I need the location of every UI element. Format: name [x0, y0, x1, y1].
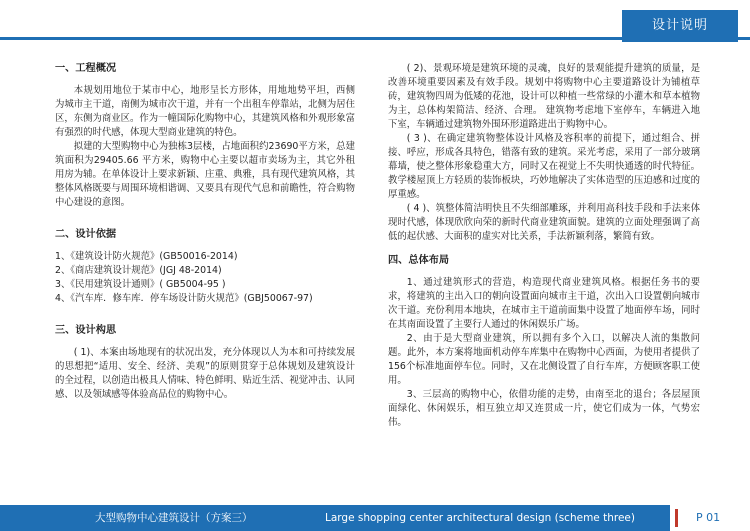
section-title-concept: 三、设计构思: [55, 325, 117, 336]
left-column: [55, 62, 355, 402]
basis-item: 3、《民用建筑设计通则》( GB5004-95 ): [55, 279, 226, 290]
footer-title-cn: 大型购物中心建筑设计（方案三）: [95, 512, 253, 524]
footer-title-en: Large shopping center architectural design (scheme three): [325, 512, 635, 524]
section-title-basis: 二、设计依据: [55, 229, 117, 240]
overview-paragraph-2: 拟建的大型购物中心为独栋3层楼，占地面积约23690平方米，总建筑面积为29405.66 平方米，购物中心主要以超市卖场为主，其它外租用房为辅。在单体设计上要求新颖、庄重、典雅，具有现代建筑风格，其整体风格既要与周围环境相谐调、又要具有现代气息和前瞻性，符合购物中心建设的意图。: [55, 141, 356, 208]
concept-paragraph-3: ( 3 )、在确定建筑物整体设计风格及容积率的前提下，通过组合、拼接、呼应，形成各具特色，错落有致的建筑。采光考虑，采用了一部分玻璃幕墙，使之整体形象稳重大方，同时又在视觉上不失明快通透的时代特征。教学楼屋顶上方轻质的装饰板块，巧妙地解决了实体造型的压迫感和过度的厚重感。: [388, 133, 700, 200]
concept-paragraph-1: ( 1)、本案由场地现有的状况出发，充分体现以人为本和可持续发展的思想把“适用、安全、经济、美观”的原则贯穿于总体规划及建筑设计的全过程，以创造出极具人情味、特色鲜明、贴近生活、视觉冲击、认同感、以及领域感等体验高品位的购物中心。: [55, 347, 356, 400]
concept-paragraph-4: ( 4 )、筑整体简洁明快且不失细部雕琢，并利用高科技手段和手法来体现时代感，体现欣欣向荣的新时代商业建筑面貌。建筑的立面处理强调了高低的起伏感、大面积的虚实对比关系，手法新颖利落，繁简有致。: [388, 203, 700, 242]
section-title-overview: 一、工程概况: [55, 63, 117, 74]
basis-item: 4、《汽车库．修车库．停车场设计防火规范》(GBJ50067-97): [55, 293, 313, 304]
page-marker: [675, 509, 678, 527]
basis-item: 1、《建筑设计防火规范》(GB50016-2014): [55, 251, 238, 262]
basis-item: 2、《商店建筑设计规范》(JGJ 48-2014): [55, 265, 222, 276]
section-title-layout: 四、总体布局: [388, 255, 450, 266]
page-number: P 01: [696, 511, 721, 524]
layout-paragraph-1: 1、通过建筑形式的营造，构造现代商业建筑风格。根据任务书的要求，将建筑的主出入口的朝向设置面向城市主干道，次出入口设置朝向城市次干道。充份利用本地块，在城市主干道前面集中设置了地面停车场，同时在其南面设置了主要行人通过的休闲娱乐广场。: [388, 277, 700, 330]
overview-paragraph-1: 本规划用地位于某市中心，地形呈长方形体，用地地势平坦，西侧为城市主干道，南侧为城市次干道，并有一个出租车停靠站，北侧为居住区，东侧为商业区。作为一幢国际化购物中心，其建筑风格和外观形象富有强烈的时代感，体现大型商业建筑的特色。: [55, 85, 356, 138]
right-column: [388, 62, 700, 430]
section-tab: 设计说明: [622, 10, 738, 42]
layout-paragraph-3: 3、三层高的购物中心，依借功能的走势，由南至北的退台；各层屋顶面绿化、休闲娱乐，相互独立却又连贯成一片，使它们成为一体，气势宏伟。: [388, 389, 700, 428]
concept-paragraph-2: ( 2)、景观环境是建筑环境的灵魂，良好的景观能提升建筑的质量，是改善环境重要因素及有效手段。规划中将购物中心主要道路设计为铺植草砖，建筑物四周为低矮的花池，设计可以种植一些常绿的小灌木和草本植物为主，总体构架简洁、经济、合理。 建筑物考虑地下室停车，车辆进入地下室，车辆通过建筑物外围环形道路进出于购物中心。: [388, 63, 700, 130]
layout-paragraph-2: 2、由于是大型商业建筑，所以拥有多个入口，以解决人流的集散问题。此外，本方案将地面机动停车库集中在购物中心西面，为使用者提供了156个标准地面停车位。同时，又在北侧设置了自行车库，方便顾客职工使用。: [388, 333, 700, 386]
footer-bar: [0, 505, 750, 531]
